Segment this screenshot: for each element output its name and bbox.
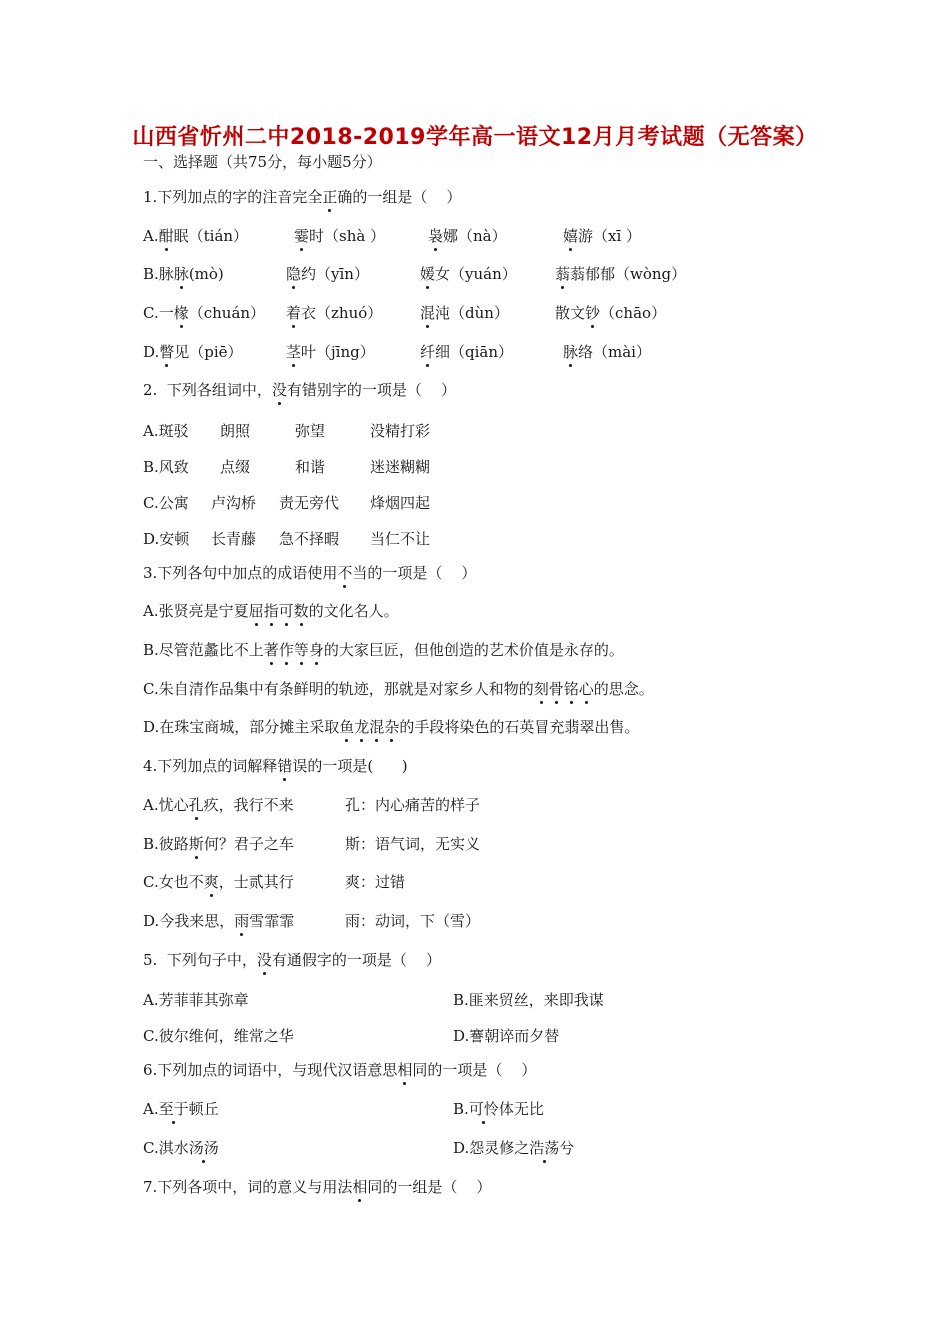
q1-option-a-2: 霎时（shà ）: [294, 227, 386, 245]
q2-option-a-4: 没精打彩: [370, 422, 431, 440]
q1-option-a-4: 嬉游（xī ）: [563, 227, 642, 245]
q2-option-a-1: A.斑驳: [143, 422, 189, 440]
q1-option-b-4: 蓊蓊郁郁（wòng）: [555, 265, 687, 283]
page-title: 山西省忻州二中2018-2019学年高一语文12月月考试题（无答案）: [132, 125, 818, 150]
question-5-stem: 5. 下列句子中，没有通假字的一项是（ ）: [143, 951, 441, 969]
q3-option-a: A.张贤亮是宁夏屈指可数的文化名人。: [143, 602, 399, 620]
q2-option-c-4: 烽烟四起: [370, 494, 431, 512]
question-1-stem: 1.下列加点的字的注音完全正确的一组是（ ）: [143, 188, 462, 206]
q6-option-d: D.怨灵修之浩荡兮: [453, 1139, 575, 1157]
q1-option-c-1: C.一椽（chuán）: [143, 304, 266, 322]
q3-option-b: B.尽管范蠡比不上著作等身的大家巨匠，但他创造的艺术价值是永存的。: [143, 641, 624, 659]
q4-option-a: A.忧心孔疚，我行不来: [143, 796, 294, 814]
q3-option-d: D.在珠宝商城，部分摊主采取鱼龙混杂的手段将染色的石英冒充翡翠出售。: [143, 718, 640, 736]
q2-option-d-2: 长青藤: [211, 530, 257, 548]
q1-option-a-1: A.酣眠（tián）: [143, 227, 249, 245]
q2-option-d-4: 当仁不让: [370, 530, 431, 548]
q2-option-c-1: C.公寓: [143, 494, 189, 512]
question-4-stem: 4.下列加点的词解释错误的一项是( ): [143, 757, 408, 775]
q2-option-c-3: 责无旁代: [279, 494, 340, 512]
q1-option-b-2: 隐约（yīn）: [286, 265, 369, 283]
q2-option-d-3: 急不择暇: [279, 530, 340, 548]
q4-option-b-gloss: 斯：语气词，无实义: [345, 835, 481, 853]
q5-option-c: C.彼尔维何，维常之华: [143, 1027, 294, 1045]
q1-option-c-4: 散文钞（chāo）: [555, 304, 667, 322]
question-3-stem: 3.下列各句中加点的成语使用不当的一项是（ ）: [143, 564, 477, 582]
q1-option-d-1: D.瞥见（piē）: [143, 343, 243, 361]
q4-option-d: D.今我来思，雨雪霏霏: [143, 912, 295, 930]
q2-option-b-4: 迷迷糊糊: [370, 458, 431, 476]
q6-option-b: B.可怜体无比: [453, 1100, 544, 1118]
q1-option-a-3: 袅娜（nà）: [428, 227, 507, 245]
q2-option-a-3: 弥望: [295, 422, 326, 440]
question-2-stem: 2. 下列各组词中，没有错别字的一项是（ ）: [143, 381, 456, 399]
q1-option-c-2: 着衣（zhuó）: [286, 304, 383, 322]
q5-option-b: B.匪来贸丝，来即我谋: [453, 991, 604, 1009]
q5-option-d: D.謇朝谇而夕替: [453, 1027, 560, 1045]
q4-option-a-gloss: 孔：内心痛苦的样子: [345, 796, 481, 814]
q6-option-a: A.至于顿丘: [143, 1100, 219, 1118]
question-6-stem: 6.下列加点的词语中，与现代汉语意思相同的一项是（ ）: [143, 1061, 537, 1079]
q2-option-d-1: D.安顿: [143, 530, 190, 548]
q1-option-d-3: 纤细（qiān）: [420, 343, 514, 361]
q1-option-c-3: 混沌（dùn）: [420, 304, 509, 322]
q3-option-c: C.朱自清作品集中有条鲜明的轨迹，那就是对家乡人和物的刻骨铭心的思念。: [143, 680, 654, 698]
q2-option-c-2: 卢沟桥: [211, 494, 257, 512]
q5-option-a: A.芳菲菲其弥章: [143, 991, 249, 1009]
q2-option-b-1: B.风致: [143, 458, 189, 476]
section-heading: 一、选择题（共75分，每小题5分）: [143, 153, 382, 171]
q2-option-b-3: 和谐: [295, 458, 326, 476]
q4-option-c-gloss: 爽：过错: [345, 873, 406, 891]
q4-option-c: C.女也不爽，士贰其行: [143, 873, 294, 891]
q4-option-d-gloss: 雨：动词，下（雪）: [345, 912, 481, 930]
q1-option-d-2: 茎叶（jīng）: [286, 343, 375, 361]
q1-option-b-3: 媛女（yuán）: [420, 265, 517, 283]
q2-option-b-2: 点缀: [220, 458, 251, 476]
q2-option-a-2: 朗照: [220, 422, 251, 440]
question-7-stem: 7.下列各项中，词的意义与用法相同的一组是（ ）: [143, 1178, 492, 1196]
q6-option-c: C.淇水汤汤: [143, 1139, 219, 1157]
q1-option-b-1: B.脉脉(mò): [143, 265, 224, 283]
q4-option-b: B.彼路斯何？君子之车: [143, 835, 294, 853]
q1-option-d-4: 脉络（mài）: [563, 343, 651, 361]
